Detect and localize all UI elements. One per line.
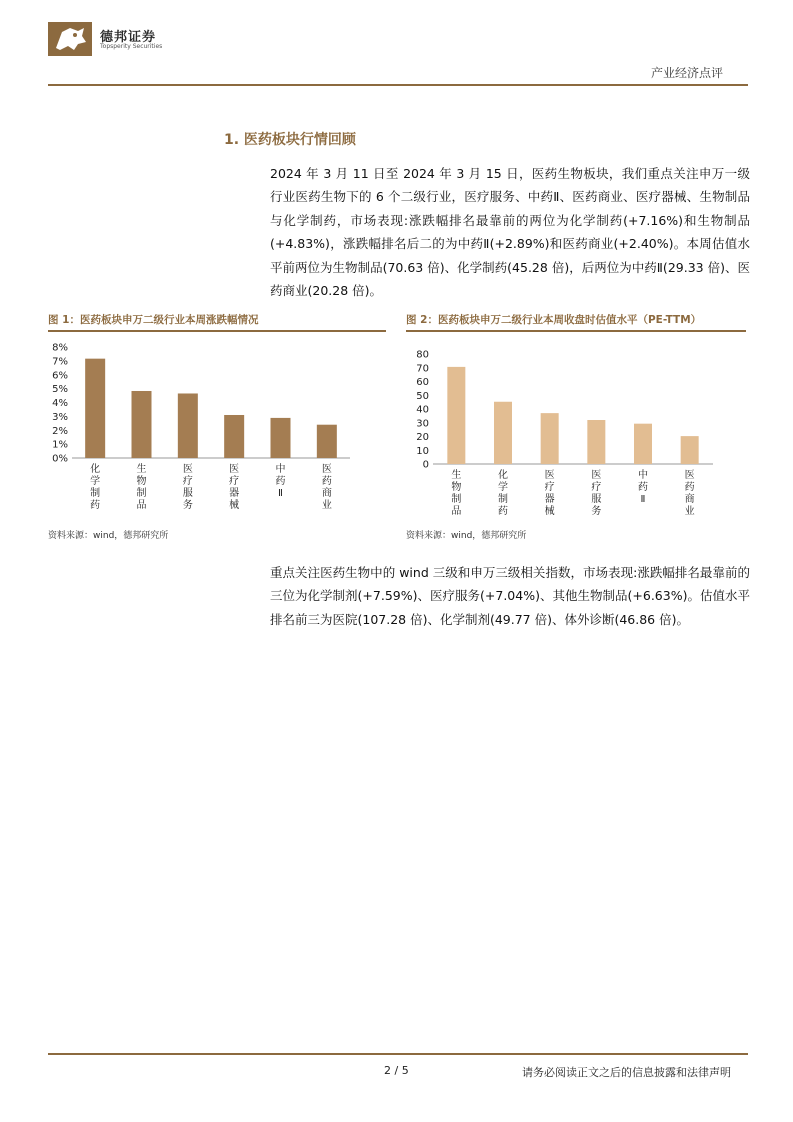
figure-2-bar-chart — [400, 334, 740, 524]
x-category-label: 化学制药 — [498, 470, 508, 517]
bar — [634, 424, 652, 464]
y-tick-label: 30 — [416, 418, 429, 430]
brand-name: 德邦证券 — [100, 30, 157, 45]
y-tick-label: 3% — [52, 411, 68, 423]
bar — [681, 436, 699, 464]
y-tick-label: 7% — [52, 356, 68, 368]
figure-2-source: 资料来源：wind，德邦研究所 — [406, 531, 527, 541]
x-category-label: 医疗服务 — [182, 464, 193, 511]
x-category-label: 医药商业 — [321, 464, 332, 511]
header-divider — [48, 84, 748, 86]
y-tick-label: 5% — [52, 384, 68, 396]
figure-1-bar-chart — [40, 334, 380, 524]
y-tick-label: 0 — [422, 459, 429, 471]
x-category-label: 化学制药 — [90, 464, 101, 511]
brand-logo-icon — [48, 22, 92, 56]
bar — [271, 418, 291, 458]
bar — [587, 420, 605, 464]
y-tick-label: 4% — [52, 398, 68, 409]
figure-1-title: 图 1：医药板块申万二级行业本周涨跌幅情况 — [48, 314, 259, 326]
x-category-label: 医疗服务 — [591, 470, 602, 517]
y-tick-label: 10 — [416, 445, 429, 457]
x-category-label: 中药 Ⅱ — [275, 464, 286, 499]
bar — [541, 413, 559, 464]
legal-disclaimer: 请务必阅读正文之后的信息披露和法律声明 — [522, 1066, 731, 1079]
y-tick-label: 70 — [416, 363, 429, 375]
y-tick-label: 2% — [52, 425, 68, 437]
bar — [178, 393, 198, 458]
y-tick-label: 40 — [416, 404, 429, 416]
y-tick-label: 0% — [52, 453, 68, 465]
y-tick-label: 50 — [416, 390, 429, 402]
bar — [132, 391, 152, 458]
x-category-label: 医疗器械 — [544, 470, 555, 517]
x-category-label: 生物制品 — [451, 470, 462, 517]
x-category-label: 医药商业 — [684, 470, 695, 517]
y-tick-label: 8% — [52, 342, 68, 354]
bar — [447, 367, 465, 464]
y-tick-label: 20 — [416, 432, 429, 443]
bar — [224, 415, 244, 458]
figure-2-title: 图 2：医药板块申万二级行业本周收盘时估值水平（PE-TTM） — [406, 314, 702, 326]
section-heading: 1. 医药板块行情回顾 — [224, 132, 356, 148]
footer-divider — [48, 1053, 748, 1055]
bar — [317, 425, 337, 458]
paragraph-subsector-review: 重点关注医药生物中的 wind 三级和申万三级相关指数，市场表现:涨跌幅排名最靠前的三位为化学制剂(+7.59%)、医疗服务(+7.04%)、其他生物制品(+6.63%)。估值水平排名前三为医院(107.28 倍)、化学制剂(49.77 倍)、体外诊断(46.86 倍)。 — [270, 565, 750, 627]
y-tick-label: 80 — [416, 349, 429, 361]
x-category-label: 中药 Ⅱ — [638, 470, 648, 505]
page-number: 2 / 5 — [384, 1064, 409, 1077]
figure-1-source: 资料来源：wind，德邦研究所 — [48, 531, 169, 541]
y-tick-label: 1% — [52, 439, 68, 451]
document-type: 产业经济点评 — [650, 66, 723, 80]
figure-1-divider — [48, 330, 386, 332]
bar — [494, 402, 512, 464]
y-tick-label: 6% — [52, 370, 68, 382]
bar — [85, 359, 105, 458]
x-category-label: 生物制品 — [136, 464, 147, 511]
y-tick-label: 60 — [416, 377, 429, 388]
figure-2-divider — [406, 330, 746, 332]
paragraph-market-review: 2024 年 3 月 11 日至 2024 年 3 月 15 日，医药生物板块，我们重点关注申万一级行业医药生物下的 6 个二级行业，医疗服务、中药Ⅱ、医药商业、医疗器械、生物制品与化学制药，市场表现:涨跌幅排名最靠前的两位为化学制药(+7.16%)和生物制品(+4.83%)，涨跌幅排名后二的为中药Ⅱ(+2.89%)和医药商业(+2.40%)。本周估值水平前两位为生物制品(70.63 倍)、化学制药(45.28 倍)，后两位为中药Ⅱ(29.33 倍)、医药商业(20.28 倍)。 — [270, 166, 750, 299]
brand-name-en: Topsperity Securities — [100, 43, 163, 50]
x-category-label: 医疗器械 — [229, 464, 240, 511]
